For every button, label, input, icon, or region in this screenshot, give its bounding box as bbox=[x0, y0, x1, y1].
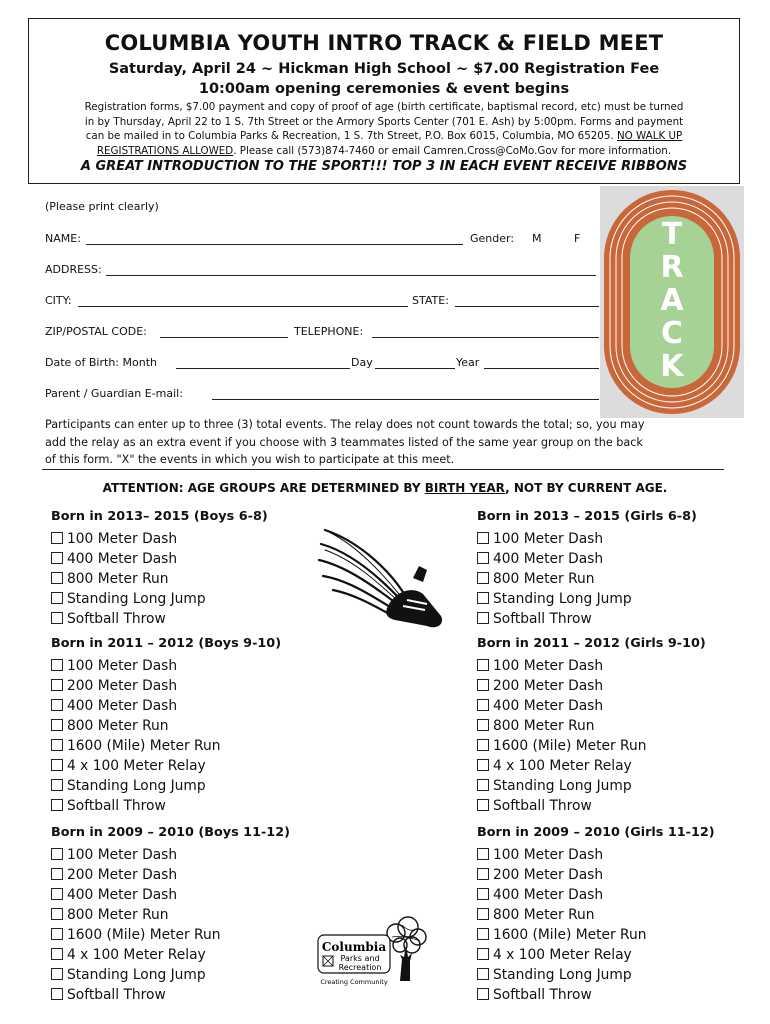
checkbox-icon[interactable] bbox=[477, 612, 489, 624]
event-option[interactable] bbox=[477, 865, 715, 885]
divider bbox=[42, 469, 724, 470]
event-label: Standing Long Jump bbox=[67, 967, 206, 983]
checkbox-icon[interactable] bbox=[51, 799, 63, 811]
checkbox-icon[interactable] bbox=[51, 948, 63, 960]
group-heading: Born in 2009 – 2010 (Boys 11-12) bbox=[51, 825, 290, 840]
event-option[interactable] bbox=[477, 696, 706, 716]
checkbox-icon[interactable] bbox=[477, 928, 489, 940]
event-option[interactable] bbox=[51, 865, 290, 885]
registration-info bbox=[51, 100, 717, 158]
city-label: CITY: bbox=[45, 294, 72, 307]
checkbox-icon[interactable] bbox=[477, 848, 489, 860]
city-field[interactable] bbox=[78, 306, 408, 307]
name-label: NAME: bbox=[45, 232, 81, 245]
checkbox-icon[interactable] bbox=[51, 719, 63, 731]
event-option[interactable] bbox=[477, 845, 715, 865]
event-label: 100 Meter Dash bbox=[493, 531, 604, 547]
checkbox-icon[interactable] bbox=[477, 719, 489, 731]
checkbox-icon[interactable] bbox=[51, 928, 63, 940]
shoe-ankle bbox=[413, 566, 427, 582]
event-option[interactable] bbox=[477, 776, 706, 796]
track-letter: T bbox=[661, 217, 683, 252]
checkbox-icon[interactable] bbox=[477, 868, 489, 880]
checkbox-icon[interactable] bbox=[477, 888, 489, 900]
event-label: Softball Throw bbox=[493, 798, 592, 814]
no-walk-up-notice: NO WALK UP bbox=[616, 130, 683, 143]
track-letter: C bbox=[660, 316, 684, 351]
event-option[interactable] bbox=[51, 796, 281, 816]
gender-option-f[interactable]: F bbox=[574, 232, 581, 245]
checkbox-icon[interactable] bbox=[477, 572, 489, 584]
group-heading: Born in 2011 – 2012 (Boys 9-10) bbox=[51, 636, 282, 651]
checkbox-icon[interactable] bbox=[477, 532, 489, 544]
group-boys-11-12 bbox=[51, 825, 290, 1005]
event-label: 800 Meter Run bbox=[67, 571, 169, 587]
checkbox-icon[interactable] bbox=[477, 739, 489, 751]
checkbox-icon[interactable] bbox=[477, 659, 489, 671]
event-option[interactable] bbox=[51, 589, 268, 609]
info-line-4 bbox=[51, 144, 717, 159]
guardian-email-field[interactable] bbox=[212, 399, 599, 400]
event-label: 800 Meter Run bbox=[493, 718, 595, 734]
attention-birth-year: BIRTH YEAR bbox=[424, 481, 506, 495]
checkbox-icon[interactable] bbox=[51, 968, 63, 980]
checkbox-icon[interactable] bbox=[51, 739, 63, 751]
event-label: 800 Meter Run bbox=[493, 907, 595, 923]
gender-label: Gender: bbox=[470, 232, 515, 245]
state-field[interactable] bbox=[455, 306, 599, 307]
checkbox-icon[interactable] bbox=[477, 948, 489, 960]
contact-info: . Please call (573)874-7460 or email Camren.Cross@CoMo.Gov for more information. bbox=[233, 144, 672, 157]
instructions-line-3: of this form. "X" the events in which you wish to participate at this meet. bbox=[45, 453, 455, 466]
event-label: 1600 (Mile) Meter Run bbox=[67, 927, 221, 943]
ribbons-banner: A GREAT INTRODUCTION TO THE SPORT!!! TOP 3 IN EACH EVENT RECEIVE RIBBONS bbox=[80, 159, 688, 174]
event-option[interactable] bbox=[51, 736, 281, 756]
event-option[interactable] bbox=[51, 776, 281, 796]
group-girls-9-10 bbox=[477, 636, 706, 816]
event-label: 4 x 100 Meter Relay bbox=[493, 758, 632, 774]
logo-tagline: Creating Community bbox=[320, 978, 388, 986]
wing-inner-1 bbox=[329, 532, 399, 594]
event-option[interactable] bbox=[51, 656, 281, 676]
event-option[interactable] bbox=[477, 905, 715, 925]
checkbox-icon[interactable] bbox=[51, 759, 63, 771]
event-label: 400 Meter Dash bbox=[493, 551, 604, 567]
wing-feather-4 bbox=[323, 576, 395, 610]
event-option[interactable] bbox=[477, 716, 706, 736]
event-label: 200 Meter Dash bbox=[67, 867, 178, 883]
event-option[interactable] bbox=[477, 796, 706, 816]
telephone-label: TELEPHONE: bbox=[294, 325, 364, 338]
event-label: 100 Meter Dash bbox=[67, 847, 178, 863]
info-line-2: in by Thursday, April 22 to 1 S. 7th Street or the Armory Sports Center (701 E. Ash) by 5:00pm. Forms and payment bbox=[84, 115, 684, 128]
event-label: 400 Meter Dash bbox=[493, 887, 604, 903]
event-option[interactable] bbox=[477, 569, 697, 589]
opening-time: 10:00am opening ceremonies & event begins bbox=[198, 81, 570, 97]
group-boys-9-10 bbox=[51, 636, 281, 816]
event-option[interactable] bbox=[477, 529, 697, 549]
group-heading: Born in 2013– 2015 (Boys 6-8) bbox=[51, 509, 268, 524]
event-label: 100 Meter Dash bbox=[493, 847, 604, 863]
event-option[interactable] bbox=[51, 965, 290, 985]
checkbox-icon[interactable] bbox=[477, 699, 489, 711]
event-label: Standing Long Jump bbox=[67, 591, 206, 607]
event-label: 100 Meter Dash bbox=[67, 531, 178, 547]
checkbox-icon[interactable] bbox=[477, 968, 489, 980]
event-label: Softball Throw bbox=[493, 611, 592, 627]
dob-year-label: Year bbox=[456, 356, 480, 369]
checkbox-icon[interactable] bbox=[477, 988, 489, 1000]
event-option[interactable] bbox=[51, 569, 268, 589]
event-label: 200 Meter Dash bbox=[493, 678, 604, 694]
event-label: 400 Meter Dash bbox=[493, 698, 604, 714]
attention-prefix: ATTENTION: AGE GROUPS ARE DETERMINED BY bbox=[102, 481, 425, 495]
checkbox-icon[interactable] bbox=[477, 592, 489, 604]
event-label: 4 x 100 Meter Relay bbox=[493, 947, 632, 963]
address-field[interactable] bbox=[106, 275, 596, 276]
wing-inner-2 bbox=[325, 550, 397, 600]
event-option[interactable] bbox=[51, 696, 281, 716]
event-option[interactable] bbox=[51, 756, 281, 776]
checkbox-icon[interactable] bbox=[51, 592, 63, 604]
event-option[interactable] bbox=[477, 676, 706, 696]
event-label: 100 Meter Dash bbox=[67, 658, 178, 674]
event-option[interactable] bbox=[51, 905, 290, 925]
event-label: 1600 (Mile) Meter Run bbox=[493, 738, 647, 754]
event-option[interactable] bbox=[477, 945, 715, 965]
checkbox-icon[interactable] bbox=[51, 612, 63, 624]
logo-line-2: Parks and bbox=[340, 954, 380, 963]
checkbox-icon[interactable] bbox=[51, 552, 63, 564]
info-line-3 bbox=[51, 129, 717, 144]
event-option[interactable] bbox=[477, 985, 715, 1005]
checkbox-icon[interactable] bbox=[51, 988, 63, 1000]
checkbox-icon[interactable] bbox=[51, 572, 63, 584]
attention-notice bbox=[0, 481, 770, 495]
group-boys-6-8 bbox=[51, 509, 268, 629]
event-option[interactable] bbox=[51, 845, 290, 865]
checkbox-icon[interactable] bbox=[477, 759, 489, 771]
group-heading: Born in 2009 – 2010 (Girls 11-12) bbox=[477, 825, 715, 840]
event-label: Standing Long Jump bbox=[493, 967, 632, 983]
instructions bbox=[45, 416, 730, 469]
checkbox-icon[interactable] bbox=[51, 848, 63, 860]
event-label: 100 Meter Dash bbox=[493, 658, 604, 674]
group-heading: Born in 2013 – 2015 (Girls 6-8) bbox=[477, 509, 697, 524]
tree-icon bbox=[387, 917, 426, 981]
event-option[interactable] bbox=[51, 945, 290, 965]
track-oval-icon bbox=[600, 186, 744, 418]
group-girls-11-12 bbox=[477, 825, 715, 1005]
event-label: 4 x 100 Meter Relay bbox=[67, 947, 206, 963]
attention-suffix: , NOT BY CURRENT AGE. bbox=[505, 481, 668, 495]
event-label: 800 Meter Run bbox=[67, 718, 169, 734]
checkbox-icon[interactable] bbox=[51, 868, 63, 880]
event-option[interactable] bbox=[51, 925, 290, 945]
event-option[interactable] bbox=[477, 756, 706, 776]
header-box bbox=[28, 18, 740, 184]
track-letter: K bbox=[660, 349, 684, 384]
event-label: Standing Long Jump bbox=[493, 591, 632, 607]
event-label: 800 Meter Run bbox=[493, 571, 595, 587]
event-option[interactable] bbox=[477, 549, 697, 569]
event-option[interactable] bbox=[51, 529, 268, 549]
winged-shoe-icon bbox=[315, 520, 450, 635]
dob-label: Date of Birth: Month bbox=[45, 356, 157, 369]
event-option[interactable] bbox=[51, 716, 281, 736]
event-option[interactable] bbox=[477, 609, 697, 629]
info-line-3-text: can be mailed in to Columbia Parks & Recreation, 1 S. 7th Street, P.O. Box 6015, Columbia, MO 65205. bbox=[85, 130, 617, 143]
event-option[interactable] bbox=[51, 549, 268, 569]
dob-year-field[interactable] bbox=[484, 368, 599, 369]
event-label: Standing Long Jump bbox=[493, 778, 632, 794]
event-option[interactable] bbox=[477, 656, 706, 676]
print-note: (Please print clearly) bbox=[45, 200, 159, 213]
state-label: STATE: bbox=[412, 294, 449, 307]
event-option[interactable] bbox=[51, 885, 290, 905]
group-heading: Born in 2011 – 2012 (Girls 9-10) bbox=[477, 636, 706, 651]
gender-option-m[interactable]: M bbox=[532, 232, 542, 245]
event-label: 200 Meter Dash bbox=[67, 678, 178, 694]
event-label: 800 Meter Run bbox=[67, 907, 169, 923]
event-label: Softball Throw bbox=[67, 987, 166, 1003]
event-label: 400 Meter Dash bbox=[67, 887, 178, 903]
event-label: Softball Throw bbox=[67, 798, 166, 814]
zip-field[interactable] bbox=[160, 337, 288, 338]
event-label: Softball Throw bbox=[493, 987, 592, 1003]
wing-feather-1 bbox=[325, 530, 403, 592]
instructions-line-2: add the relay as an extra event if you choose with 3 teammates listed of the same year group on the back bbox=[45, 435, 643, 449]
checkbox-icon[interactable] bbox=[51, 779, 63, 791]
event-label: Softball Throw bbox=[67, 611, 166, 627]
event-label: 400 Meter Dash bbox=[67, 551, 178, 567]
event-label: 400 Meter Dash bbox=[67, 698, 178, 714]
address-label: ADDRESS: bbox=[45, 263, 102, 276]
checkbox-icon[interactable] bbox=[51, 699, 63, 711]
dob-day-field[interactable] bbox=[375, 368, 455, 369]
dob-day-label: Day bbox=[351, 356, 373, 369]
checkbox-icon[interactable] bbox=[51, 532, 63, 544]
columbia-parks-logo bbox=[316, 915, 428, 987]
logo-name: Columbia bbox=[321, 940, 387, 954]
event-option[interactable] bbox=[51, 676, 281, 696]
event-option[interactable] bbox=[51, 985, 290, 1005]
telephone-field[interactable] bbox=[372, 337, 599, 338]
event-option[interactable] bbox=[477, 589, 697, 609]
event-option[interactable] bbox=[477, 885, 715, 905]
registrations-allowed-notice: REGISTRATIONS ALLOWED bbox=[96, 144, 234, 157]
page-title: COLUMBIA YOUTH INTRO TRACK & FIELD MEET bbox=[104, 31, 664, 55]
dob-month-field[interactable] bbox=[176, 368, 350, 369]
event-label: Standing Long Jump bbox=[67, 778, 206, 794]
event-label: 1600 (Mile) Meter Run bbox=[67, 738, 221, 754]
track-letter: A bbox=[660, 283, 684, 318]
checkbox-icon[interactable] bbox=[51, 679, 63, 691]
event-label: 1600 (Mile) Meter Run bbox=[493, 927, 647, 943]
event-option[interactable] bbox=[477, 965, 715, 985]
checkbox-icon[interactable] bbox=[51, 908, 63, 920]
zip-label: ZIP/POSTAL CODE: bbox=[45, 325, 147, 338]
checkbox-icon[interactable] bbox=[477, 799, 489, 811]
group-girls-6-8 bbox=[477, 509, 697, 629]
checkbox-icon[interactable] bbox=[51, 659, 63, 671]
event-label: 4 x 100 Meter Relay bbox=[67, 758, 206, 774]
event-option[interactable] bbox=[477, 925, 715, 945]
event-option[interactable] bbox=[51, 609, 268, 629]
event-date-location: Saturday, April 24 ~ Hickman High School ~ $7.00 Registration Fee bbox=[108, 61, 660, 77]
guardian-email-label: Parent / Guardian E-mail: bbox=[45, 387, 183, 400]
name-field[interactable] bbox=[86, 244, 463, 245]
checkbox-icon[interactable] bbox=[51, 888, 63, 900]
checkbox-icon[interactable] bbox=[477, 552, 489, 564]
track-letter: R bbox=[660, 250, 684, 285]
instructions-line-1: Participants can enter up to three (3) total events. The relay does not count towards the total; so, you may bbox=[45, 418, 645, 431]
event-label: 200 Meter Dash bbox=[493, 867, 604, 883]
checkbox-icon[interactable] bbox=[477, 908, 489, 920]
event-option[interactable] bbox=[477, 736, 706, 756]
info-line-1: Registration forms, $7.00 payment and copy of proof of age (birth certificate, baptismal record, etc) must be turned bbox=[84, 101, 684, 113]
checkbox-icon[interactable] bbox=[477, 779, 489, 791]
logo-line-3: Recreation bbox=[338, 963, 382, 972]
checkbox-icon[interactable] bbox=[477, 679, 489, 691]
